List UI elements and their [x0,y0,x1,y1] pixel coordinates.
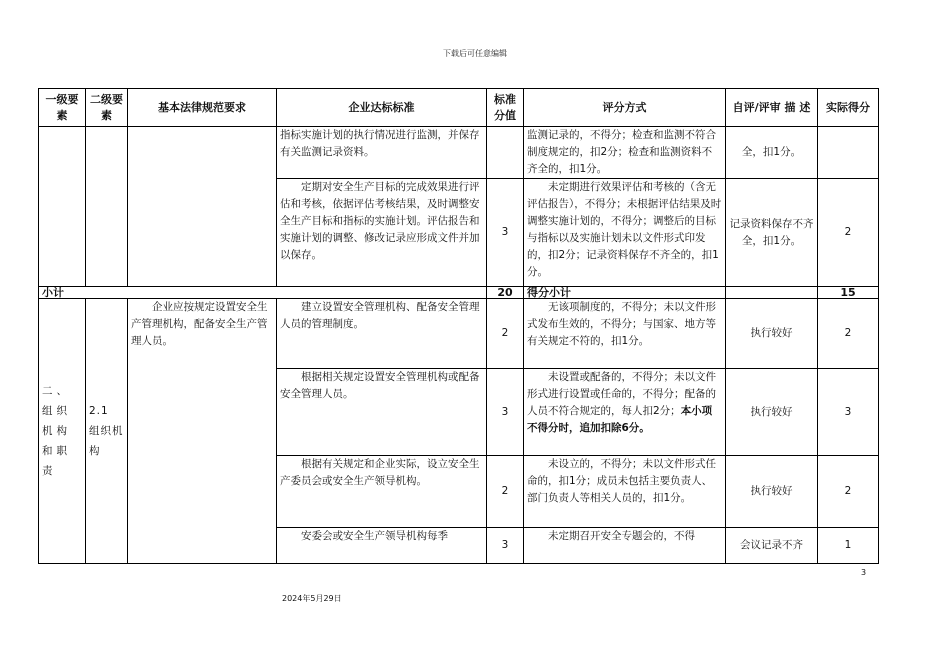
score-cell: 3 [487,179,524,287]
method-cell: 未定期召开安全专题会的，不得 [524,528,726,564]
section-l2-name: 组织机构 [89,425,124,457]
header-note: 下载后可任意编辑 [443,49,507,58]
table-row [39,299,879,369]
method-cell: 无该项制度的，不得分；未以文件形式发布生效的，不得分；与国家、地方等有关规定不符的，扣1分。 [524,299,726,369]
section-l2-number: 2.1 [89,405,109,417]
method-cell: 监测记录的，不得分；检查和监测不符合制度规定的，扣2分；检查和监测资料不齐全的，扣1分。 [524,127,726,179]
score-cell: 3 [487,369,524,456]
subtotal-row [39,287,879,299]
col-header-score: 标准分值 [487,89,524,127]
self-cell: 执行较好 [726,369,818,456]
std-cell: 根据有关规定和企业实际，设立安全生产委员会或安全生产领导机构。 [277,456,487,528]
col-header-actual: 实际得分 [818,89,879,127]
self-cell: 执行较好 [726,299,818,369]
score-cell: 3 [487,528,524,564]
footer-date: 2024年5月29日 [282,594,342,603]
method-cell: 未定期进行效果评估和考核的（含无评估报告），不得分；未根据评估结果及时调整实施计划的，不得分；调整后的目标与指标以及实施计划未以文件形式印发的，扣2分；记录资料保存不齐全的，扣1分。 [524,179,726,287]
subtotal-actual: 15 [818,287,879,299]
actual-cell [818,127,879,179]
subtotal-label: 小计 [39,287,487,299]
l1-cell-empty [39,127,86,287]
self-cell: 执行较好 [726,456,818,528]
page-number: 3 [861,568,867,577]
law-cell: 企业应按规定设置安全生产管理机构，配备安全生产管理人员。 [128,299,277,564]
col-header-self: 自评/评审 描 述 [726,89,818,127]
col-header-l1: 一级要素 [39,89,86,127]
score-cell: 2 [487,456,524,528]
section-l1-cell: 二、组织机构和职责 [39,299,86,564]
actual-cell: 2 [818,456,879,528]
self-cell: 全，扣1分。 [726,127,818,179]
col-header-law: 基本法律规范要求 [128,89,277,127]
table-row [39,127,879,179]
std-cell: 指标实施计划的执行情况进行监测，并保存有关监测记录资料。 [277,127,487,179]
col-header-std: 企业达标标准 [277,89,487,127]
l2-cell-empty [86,127,128,287]
actual-cell: 1 [818,528,879,564]
method-cell [524,369,726,456]
law-cell-empty [128,127,277,287]
score-cell [487,127,524,179]
subtotal-method: 得分小计 [524,287,726,299]
std-cell: 根据相关规定设置安全管理机构或配备安全管理人员。 [277,369,487,456]
std-cell: 安委会或安全生产领导机构每季 [277,528,487,564]
section-l2-cell [86,299,128,564]
method-bold-text: 本小项不得分时，追加扣除6分。 [527,405,713,434]
std-cell: 定期对安全生产目标的完成效果进行评估和考核，依据评估考核结果，及时调整安全生产目标和指标的实施计划。评估报告和实施计划的调整、修改记录应形成文件并加以保存。 [277,179,487,287]
col-header-l2: 二级要素 [86,89,128,127]
method-text: 未设置或配备的，不得分；未以文件形式进行设置或任命的，不得分；配备的人员不符合规定的，每人扣2分； [527,371,716,417]
score-cell: 2 [487,299,524,369]
self-cell: 记录资料保存不齐全，扣1分。 [726,179,818,287]
actual-cell: 2 [818,299,879,369]
actual-cell: 3 [818,369,879,456]
subtotal-self-empty [726,287,818,299]
actual-cell: 2 [818,179,879,287]
col-header-method: 评分方式 [524,89,726,127]
std-cell: 建立设置安全管理机构、配备安全管理人员的管理制度。 [277,299,487,369]
self-cell: 会议记录不齐 [726,528,818,564]
subtotal-score: 20 [487,287,524,299]
method-cell: 未设立的，不得分；未以文件形式任命的，扣1分；成员未包括主要负责人、部门负责人等相关人员的，扣1分。 [524,456,726,528]
evaluation-table [38,88,879,564]
header-row [39,89,879,127]
